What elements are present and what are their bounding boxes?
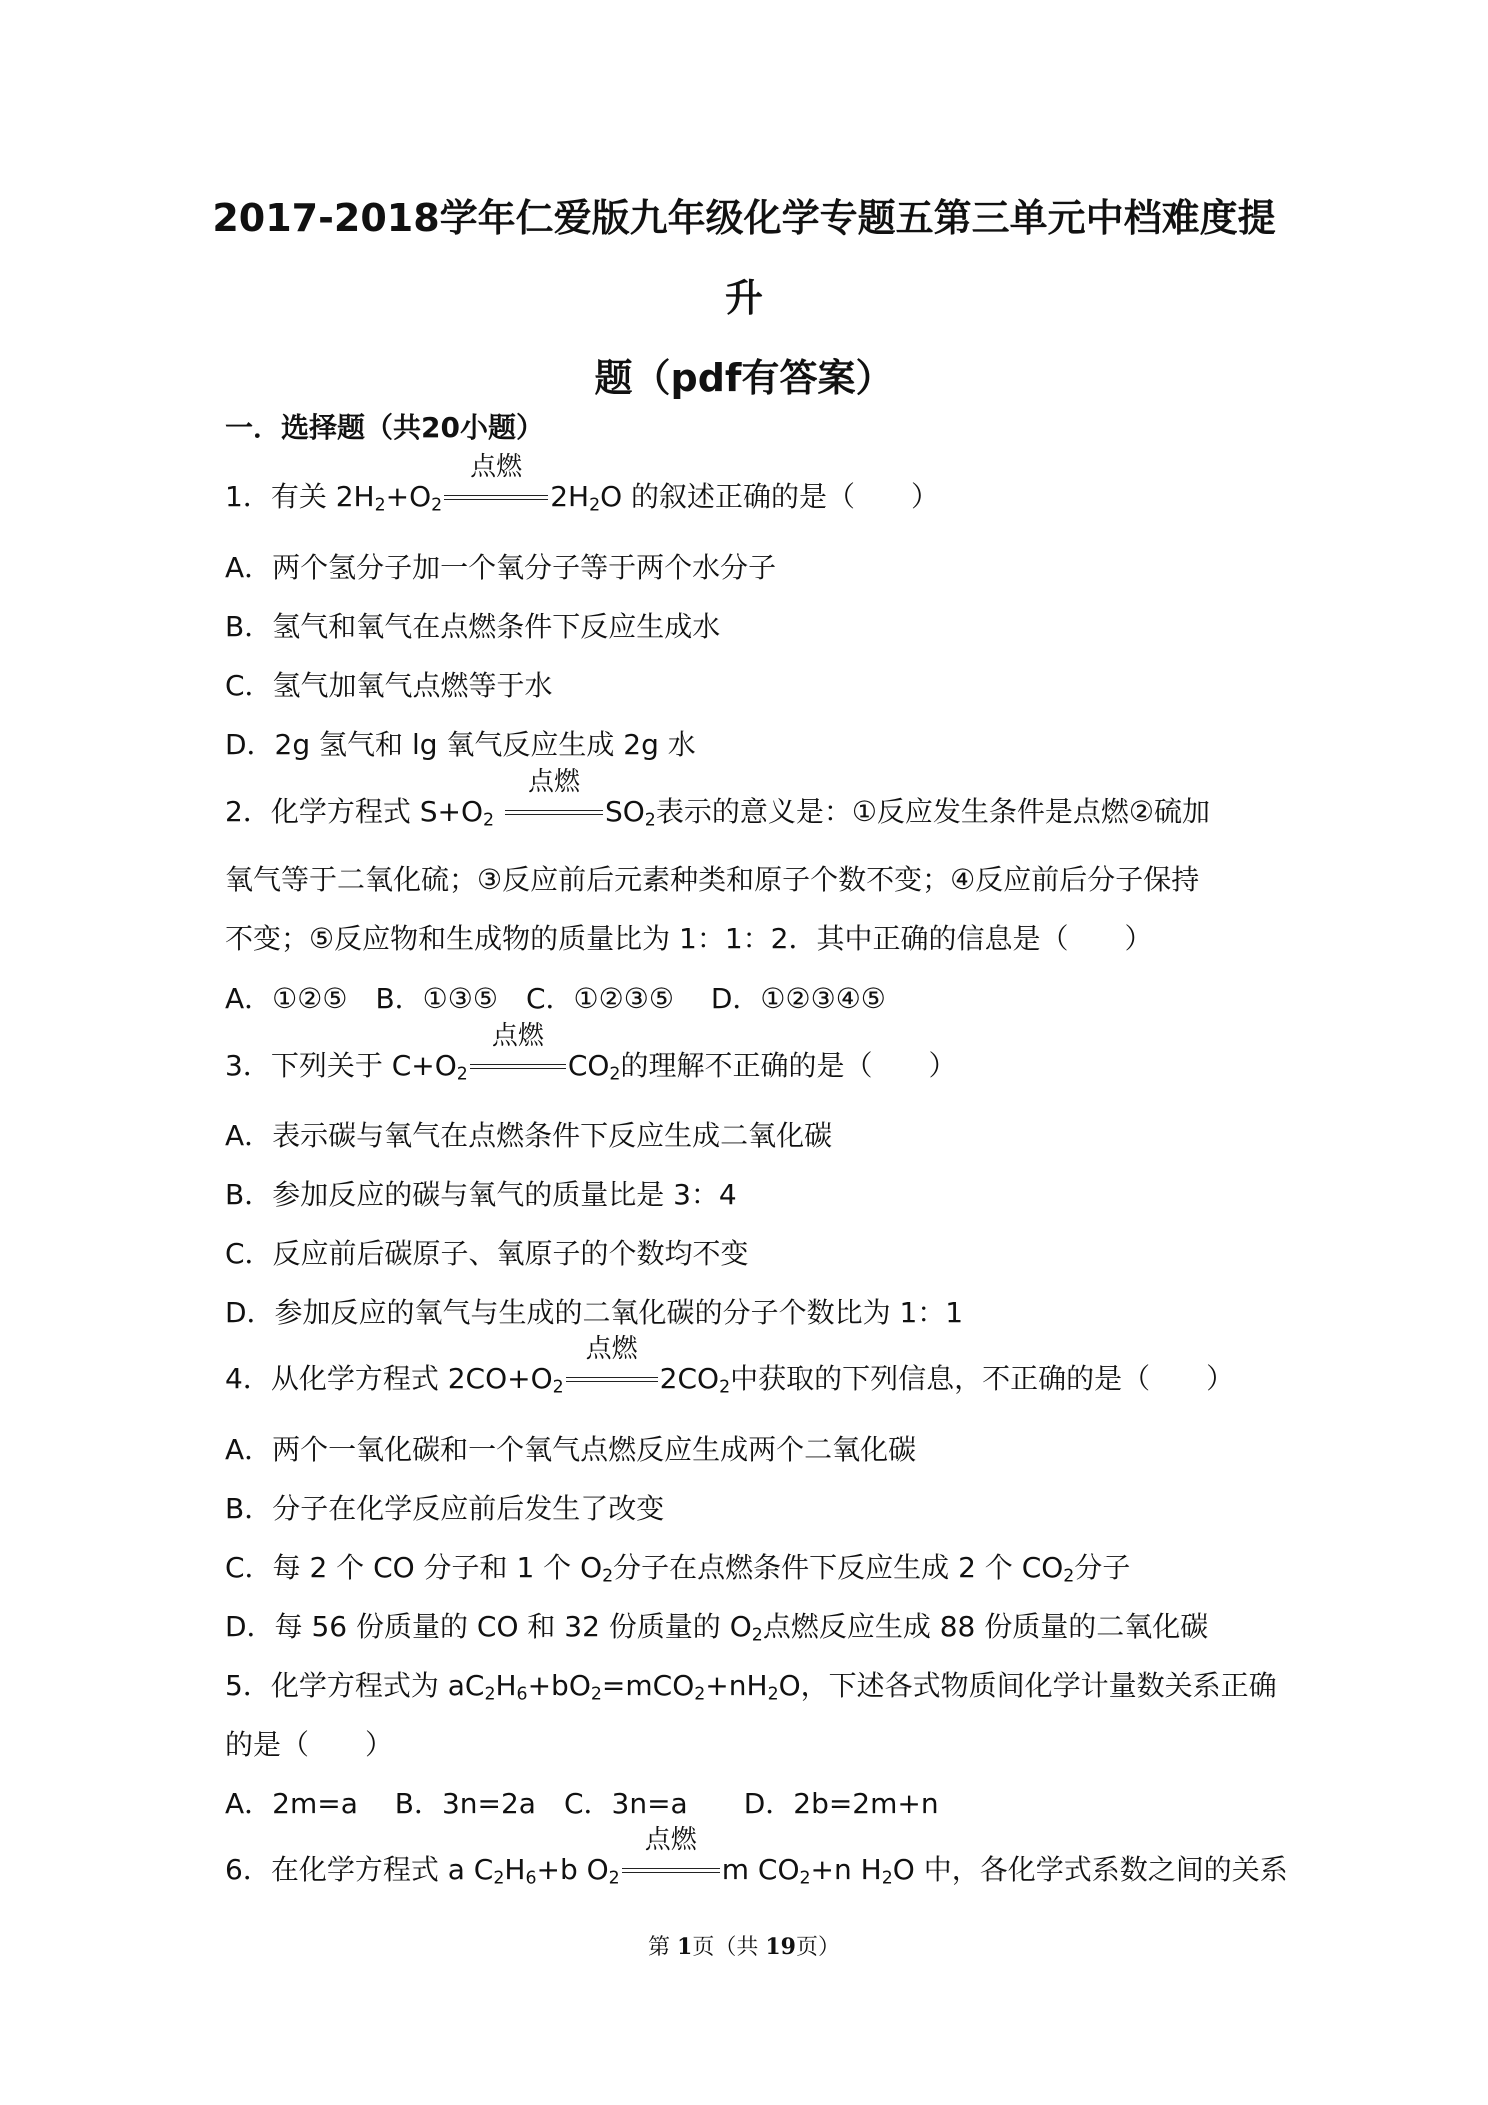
reaction-arrow: 点燃 [470,1049,566,1082]
reaction-arrow: 点燃 [622,1853,720,1886]
q3-option-b: B．参加反应的碳与氧气的质量比是 3：4 [225,1178,737,1211]
q4-option-b: B．分子在化学反应前后发生了改变 [225,1492,665,1525]
q3-option-c: C．反应前后碳原子、氧原子的个数均不变 [225,1237,749,1270]
page-footer: 第 1页（共 19页） [648,1934,840,1960]
title-line-2: 题（pdf有答案） [594,356,894,400]
q4-option-a: A．两个一氧化碳和一个氧气点燃反应生成两个二氧化碳 [225,1433,917,1466]
q4-option-c: C．每 2 个 CO 分子和 1 个 $O_2$分子在点燃条件下反应生成 2 个 $CO_2$分子 [225,1551,1131,1587]
q2-options: A．①②⑤ B．①③⑤ C．①②③⑤ D．①②③④⑤ [225,982,886,1015]
question-5-line-2: 的是（ ） [225,1728,394,1761]
q1-option-d: D．2g 氢气和 lg 氧气反应生成 2g 水 [225,728,696,761]
q1-option-a: A．两个氢分子加一个氧分子等于两个水分子 [225,551,777,584]
reaction-arrow: 点燃 [505,795,603,828]
question-6: 6．在化学方程式 a $C_2H_6+b$ $O_2$ 点燃 m $CO_2+n$ $H_2O$ 中，各化学式系数之间的关系 [225,1825,1288,1889]
question-2-line-3: 不变；⑤反应物和生成物的质量比为 1：1：2．其中正确的信息是（ ） [225,922,1153,955]
q5-options: A．2m=a B．3n=2a C．3n=a D．2b=2m+n [225,1787,939,1820]
q4-option-d: D．每 56 份质量的 CO 和 32 份质量的 $O_2$点燃反应生成 88 份质量的二氧化碳 [225,1610,1209,1646]
title-line-1: 2017-2018学年仁爱版九年级化学专题五第三单元中档难度提升 [212,196,1276,320]
document-title [200,178,1288,418]
q1-option-c: C．氢气加氧气点燃等于水 [225,669,553,702]
reaction-condition: 点燃 [470,452,523,482]
section-heading: 一．选择题（共20小题） [225,411,544,444]
q3-option-d: D．参加反应的氧气与生成的二氧化碳的分子个数比为 1：1 [225,1296,964,1329]
question-5: 5．化学方程式为 $aC_2H_6+bO_2=mCO_2+nH_2O$，下述各式物质间化学计量数关系正确 [225,1669,1277,1705]
q3-option-a: A．表示碳与氧气在点燃条件下反应生成二氧化碳 [225,1119,833,1152]
question-4: 4．从化学方程式 $2CO+O_2$ 点燃 $2CO_2$中获取的下列信息，不正确的是（ ） [225,1334,1235,1398]
page-total: 19 [765,1934,796,1960]
reaction-arrow [444,452,548,513]
q1-option-b: B．氢气和氧气在点燃条件下反应生成水 [225,610,721,643]
question-2-line-2: 氧气等于二氧化硫；③反应前后元素种类和原子个数不变；④反应前后分子保持 [225,863,1200,896]
reaction-arrow: 点燃 [566,1362,658,1395]
question-2: 2．化学方程式 $S+O_2$ 点燃 $SO_2$表示的意义是：①反应发生条件是点燃②硫加 [225,767,1211,831]
page-number: 1 [677,1934,693,1960]
question-3: 3．下列关于 $C+O_2$ 点燃 $CO_2$的理解不正确的是（ ） [225,1021,957,1085]
question-1: 1．有关 $2H_2+O_2$ 点燃 $2H_2O$ 的叙述正确的是（ ） [225,475,1275,515]
